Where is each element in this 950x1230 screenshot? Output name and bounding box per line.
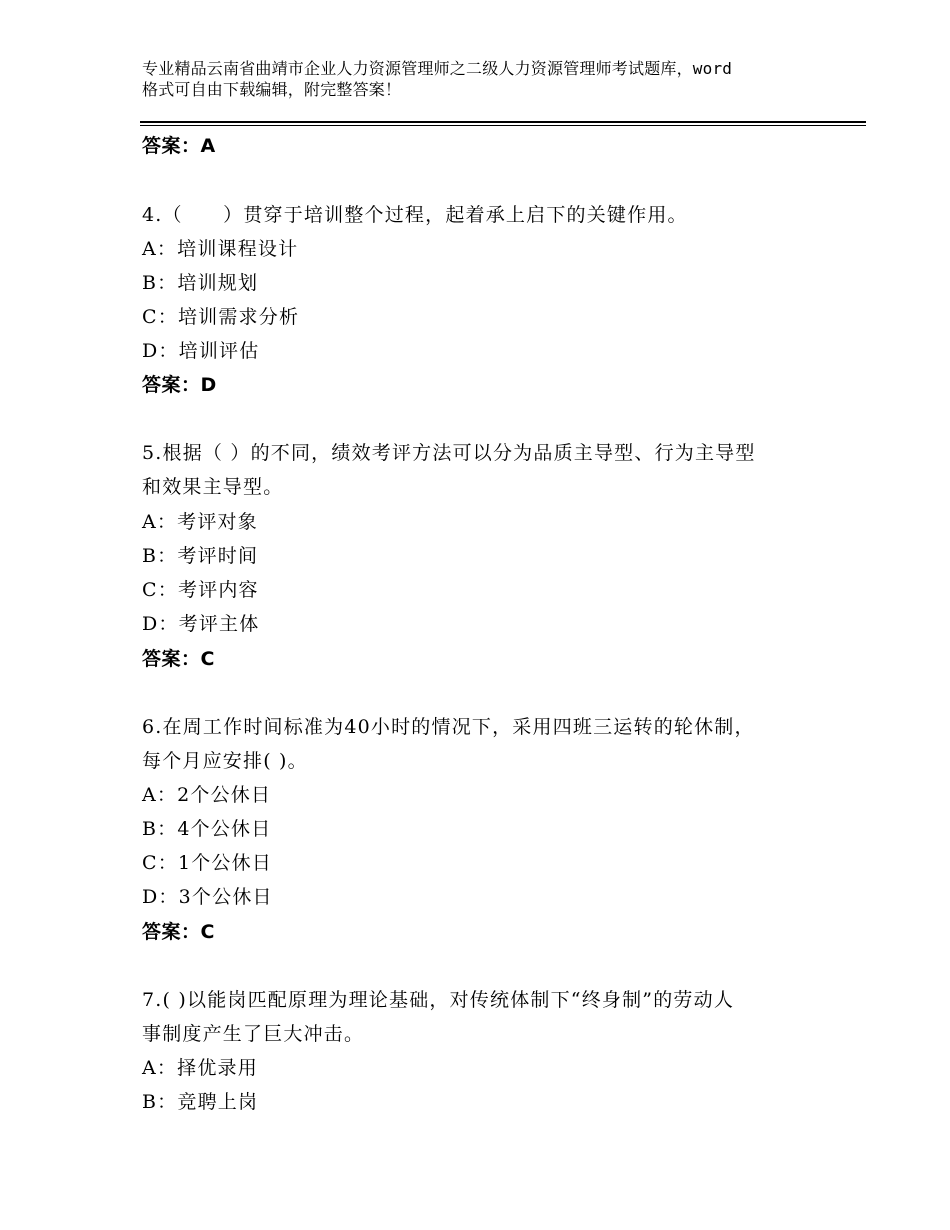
header-line-1: 专业精品云南省曲靖市企业人力资源管理师之二级人力资源管理师考试题库，word xyxy=(142,59,733,78)
question-5-option-c: C：考评内容 xyxy=(142,579,259,601)
header-rule-thin xyxy=(140,125,866,126)
question-4-option-b: B：培训规划 xyxy=(142,272,259,294)
previous-answer: 答案：A xyxy=(142,135,216,157)
question-6-answer: 答案：C xyxy=(142,921,215,943)
question-6-option-a: A：2个公休日 xyxy=(142,784,272,806)
question-4-option-c: C：培训需求分析 xyxy=(142,306,300,328)
question-6-option-b: B：4个公休日 xyxy=(142,818,272,840)
question-6-stem-line-2: 每个月应安排( )。 xyxy=(142,750,308,772)
question-4-stem: 4.（ ）贯穿于培训整个过程，起着承上启下的关键作用。 xyxy=(142,204,688,226)
question-6-option-d: D：3个公休日 xyxy=(142,886,273,908)
header-rule xyxy=(140,121,866,123)
question-7-stem-line-2: 事制度产生了巨大冲击。 xyxy=(142,1023,365,1045)
header-line-2: 格式可自由下载编辑，附完整答案！ xyxy=(142,80,402,99)
question-5-option-b: B：考评时间 xyxy=(142,545,259,567)
question-4-option-a: A：培训课程设计 xyxy=(142,238,299,260)
question-5-option-a: A：考评对象 xyxy=(142,511,258,533)
question-5-stem-line-2: 和效果主导型。 xyxy=(142,476,284,498)
question-4-answer: 答案：D xyxy=(142,374,217,396)
question-7-stem-line-1: 7.( )以能岗匹配原理为理论基础，对传统体制下“终身制”的劳动人 xyxy=(142,989,735,1011)
question-5-stem-line-1: 5.根据（ ）的不同，绩效考评方法可以分为品质主导型、行为主导型 xyxy=(142,442,756,464)
question-7-option-b: B：竞聘上岗 xyxy=(142,1091,259,1113)
page-header xyxy=(142,58,842,100)
question-5-answer: 答案：C xyxy=(142,648,215,670)
question-4-option-d: D：培训评估 xyxy=(142,340,260,362)
question-6-stem-line-1: 6.在周工作时间标准为40小时的情况下，采用四班三运转的轮休制， xyxy=(142,716,755,738)
question-5-option-d: D：考评主体 xyxy=(142,613,260,635)
question-7-option-a: A：择优录用 xyxy=(142,1057,258,1079)
question-6-option-c: C：1个公休日 xyxy=(142,852,273,874)
